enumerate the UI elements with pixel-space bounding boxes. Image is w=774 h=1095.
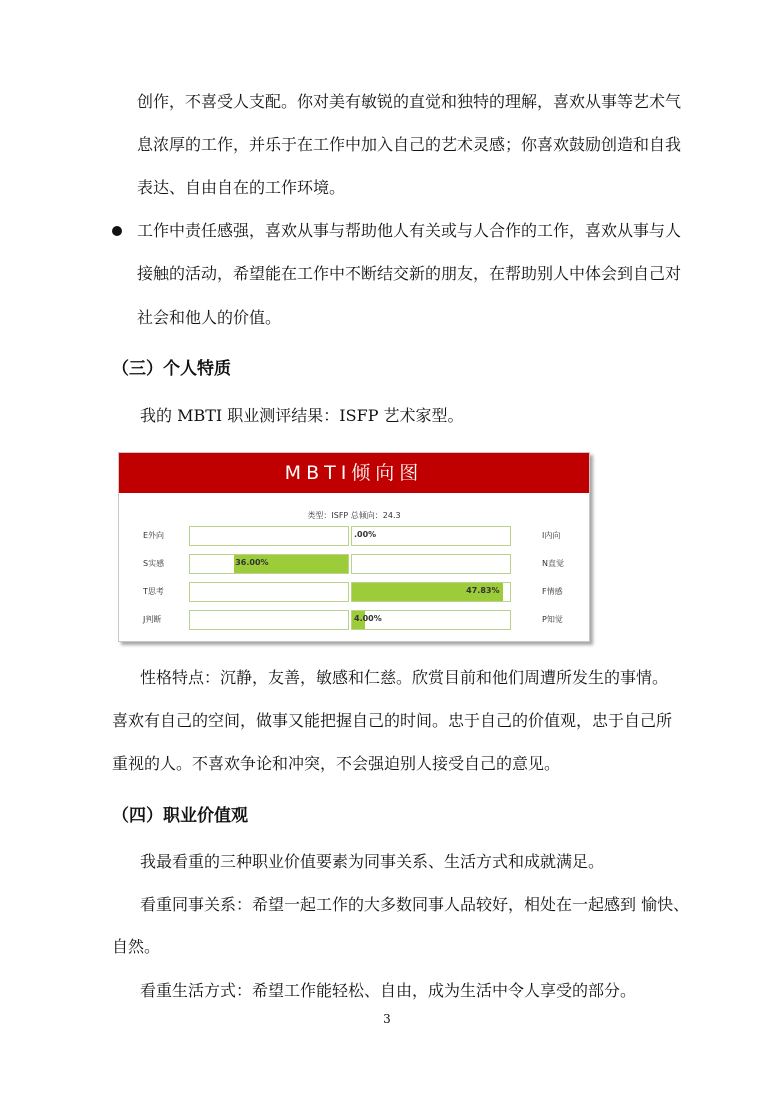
left-trait-label: J判断	[143, 615, 162, 624]
left-trait-label: S实感	[143, 559, 165, 568]
chart-title: MBTI倾向图	[119, 453, 589, 493]
left-bar-box	[189, 526, 349, 546]
paragraph-line: 喜欢有自己的空间，做事又能把握自己的时间。忠于自己的价值观，忠于自己所	[112, 711, 673, 730]
left-bar-box	[189, 554, 349, 574]
right-trait-label: I内向	[542, 531, 561, 540]
chart-row	[119, 582, 589, 602]
paragraph-line: 重视的人。不喜欢争论和冲突，不会强迫别人接受自己的意见。	[112, 754, 561, 773]
paragraph-line: 创作，不喜受人支配。你对美有敏锐的直觉和独特的理解，喜欢从事等艺术气	[137, 92, 682, 111]
bullet-line: 接触的活动，希望能在工作中不断结交新的朋友，在帮助别人中体会到自己对	[137, 264, 682, 283]
bullet-line: 工作中责任感强，喜欢从事与帮助他人有关或与人合作的工作，喜欢从事与人	[137, 221, 682, 240]
paragraph-line: 息浓厚的工作，并乐于在工作中加入自己的艺术灵感；你喜欢鼓励创造和自我	[137, 135, 682, 154]
chart-row	[119, 610, 589, 630]
chart-subtitle: 类型：ISFP 总倾向：24.3	[307, 511, 401, 520]
left-trait-label: E外向	[143, 531, 165, 540]
paragraph-line: 表达、自由自在的工作环境。	[137, 178, 346, 197]
paragraph-line: 自然。	[112, 937, 161, 956]
left-bar-box	[189, 582, 349, 602]
left-trait-label: T思考	[143, 587, 164, 596]
page-number: 3	[383, 1012, 391, 1026]
chart-row	[119, 554, 589, 574]
right-trait-label: N直觉	[542, 559, 564, 568]
section-heading: （三）个人特质	[112, 359, 231, 379]
left-bar-box	[189, 610, 349, 630]
percent-label: 4.00%	[354, 614, 382, 623]
paragraph-line: 性格特点：沉静，友善，敏感和仁慈。欣赏目前和他们周遭所发生的事情。	[140, 668, 669, 687]
percent-label: 36.00%	[235, 558, 269, 567]
section-heading: （四）职业价值观	[112, 806, 248, 826]
right-trait-label: P知觉	[542, 615, 563, 624]
mbti-result-text: 我的 MBTI 职业测评结果：ISFP 艺术家型。	[140, 406, 464, 425]
mbti-chart	[118, 452, 590, 642]
percent-label: .00%	[354, 530, 377, 539]
bullet-line: 社会和他人的价值。	[137, 308, 282, 327]
bullet-icon	[112, 226, 122, 236]
chart-row	[119, 526, 589, 546]
percent-label: 47.83%	[466, 586, 500, 595]
paragraph-line: 看重同事关系：希望一起工作的大多数同事人品较好，相处在一起感到 愉快、	[140, 895, 690, 914]
right-bar-box	[351, 554, 511, 574]
paragraph-line: 我最看重的三种职业价值要素为同事关系、生活方式和成就满足。	[140, 852, 605, 871]
right-trait-label: F情感	[542, 587, 563, 596]
paragraph-line: 看重生活方式：希望工作能轻松、自由，成为生活中令人享受的部分。	[140, 981, 637, 1000]
